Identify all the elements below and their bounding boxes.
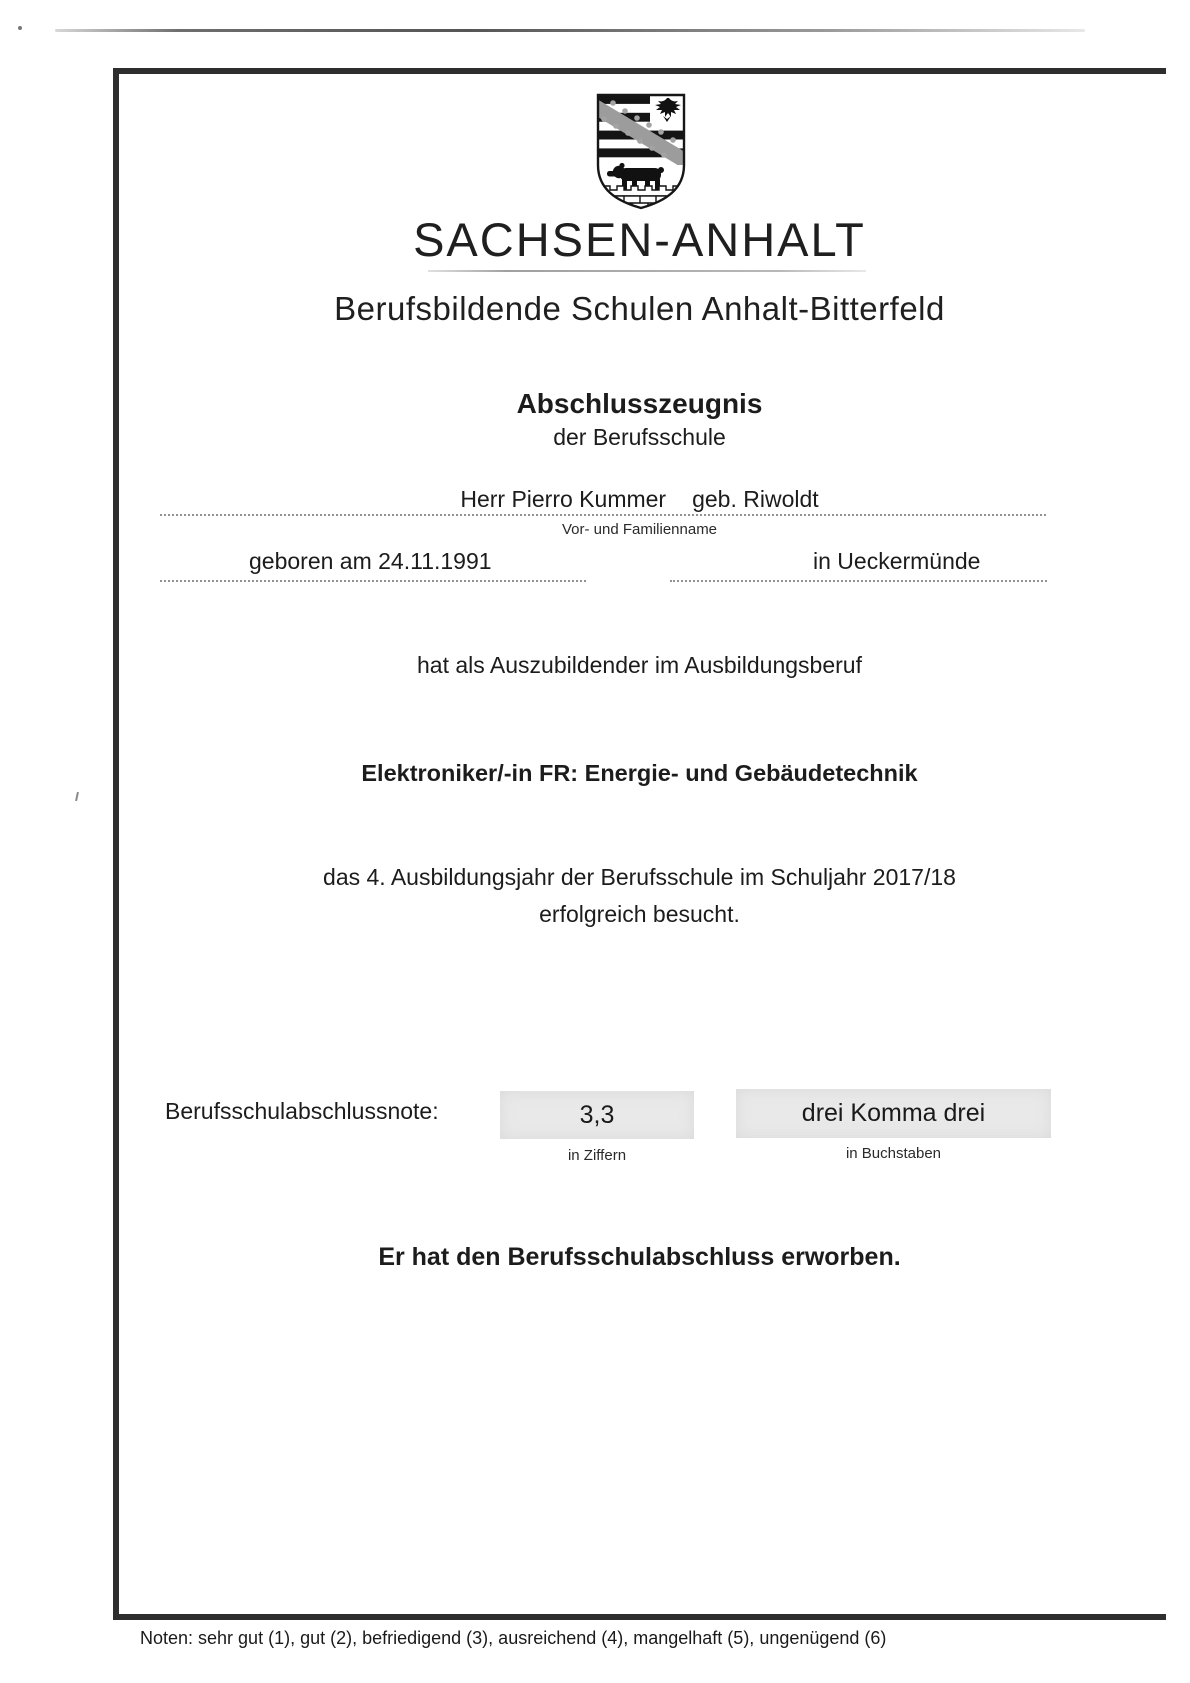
eagle-icon xyxy=(650,96,684,123)
birthplace-text: in Ueckermünde xyxy=(813,548,981,574)
grade-words-value: drei Komma drei xyxy=(801,1099,986,1127)
birthplace-underline xyxy=(670,580,1047,582)
scan-artifact-dot xyxy=(18,26,22,30)
holder-birth-name: geb. Riwoldt xyxy=(692,486,819,512)
grade-label: Berufsschulabschlussnote: xyxy=(165,1098,439,1124)
completion-text: erfolgreich besucht. xyxy=(539,901,740,927)
grade-words-box xyxy=(736,1089,1051,1138)
profession-title: Elektroniker/-in FR: Energie- und Gebäudetechnik xyxy=(361,760,918,786)
grade-numeric-value: 3,3 xyxy=(579,1101,615,1129)
coat-of-arms-icon xyxy=(594,92,688,210)
birthdate-text: geboren am 24.11.1991 xyxy=(249,548,492,574)
region-title: SACHSEN-ANHALT xyxy=(413,213,866,266)
scan-artifact-tick xyxy=(75,792,79,801)
footnote-text: Noten: sehr gut (1), gut (2), befriedigend (3), ausreichend (4), mangelhaft (5), ungenügend (6) xyxy=(140,1628,887,1648)
school-year-text: das 4. Ausbildungsjahr der Berufsschule im Schuljahr 2017/18 xyxy=(323,864,956,890)
holder-name: Herr Pierro Kummer xyxy=(460,486,667,512)
school-name: Berufsbildende Schulen Anhalt-Bitterfeld xyxy=(334,290,945,327)
grade-words-caption: in Buchstaben xyxy=(845,1145,942,1162)
holder-name-row xyxy=(113,486,1166,513)
title-divider xyxy=(428,270,866,272)
document-subtitle: der Berufsschule xyxy=(553,424,726,450)
scan-artifact-line xyxy=(55,29,1085,32)
name-underline xyxy=(160,514,1046,516)
grade-numeric-box xyxy=(500,1091,694,1139)
birthdate-underline xyxy=(160,580,586,582)
statement-text: Er hat den Berufsschulabschluss erworben. xyxy=(378,1243,901,1271)
document-title: Abschlusszeugnis xyxy=(516,388,763,419)
intro-text: hat als Auszubildender im Ausbildungsberuf xyxy=(417,652,862,678)
grade-numeric-caption: in Ziffern xyxy=(567,1147,627,1164)
name-caption: Vor- und Familienname xyxy=(561,521,718,538)
